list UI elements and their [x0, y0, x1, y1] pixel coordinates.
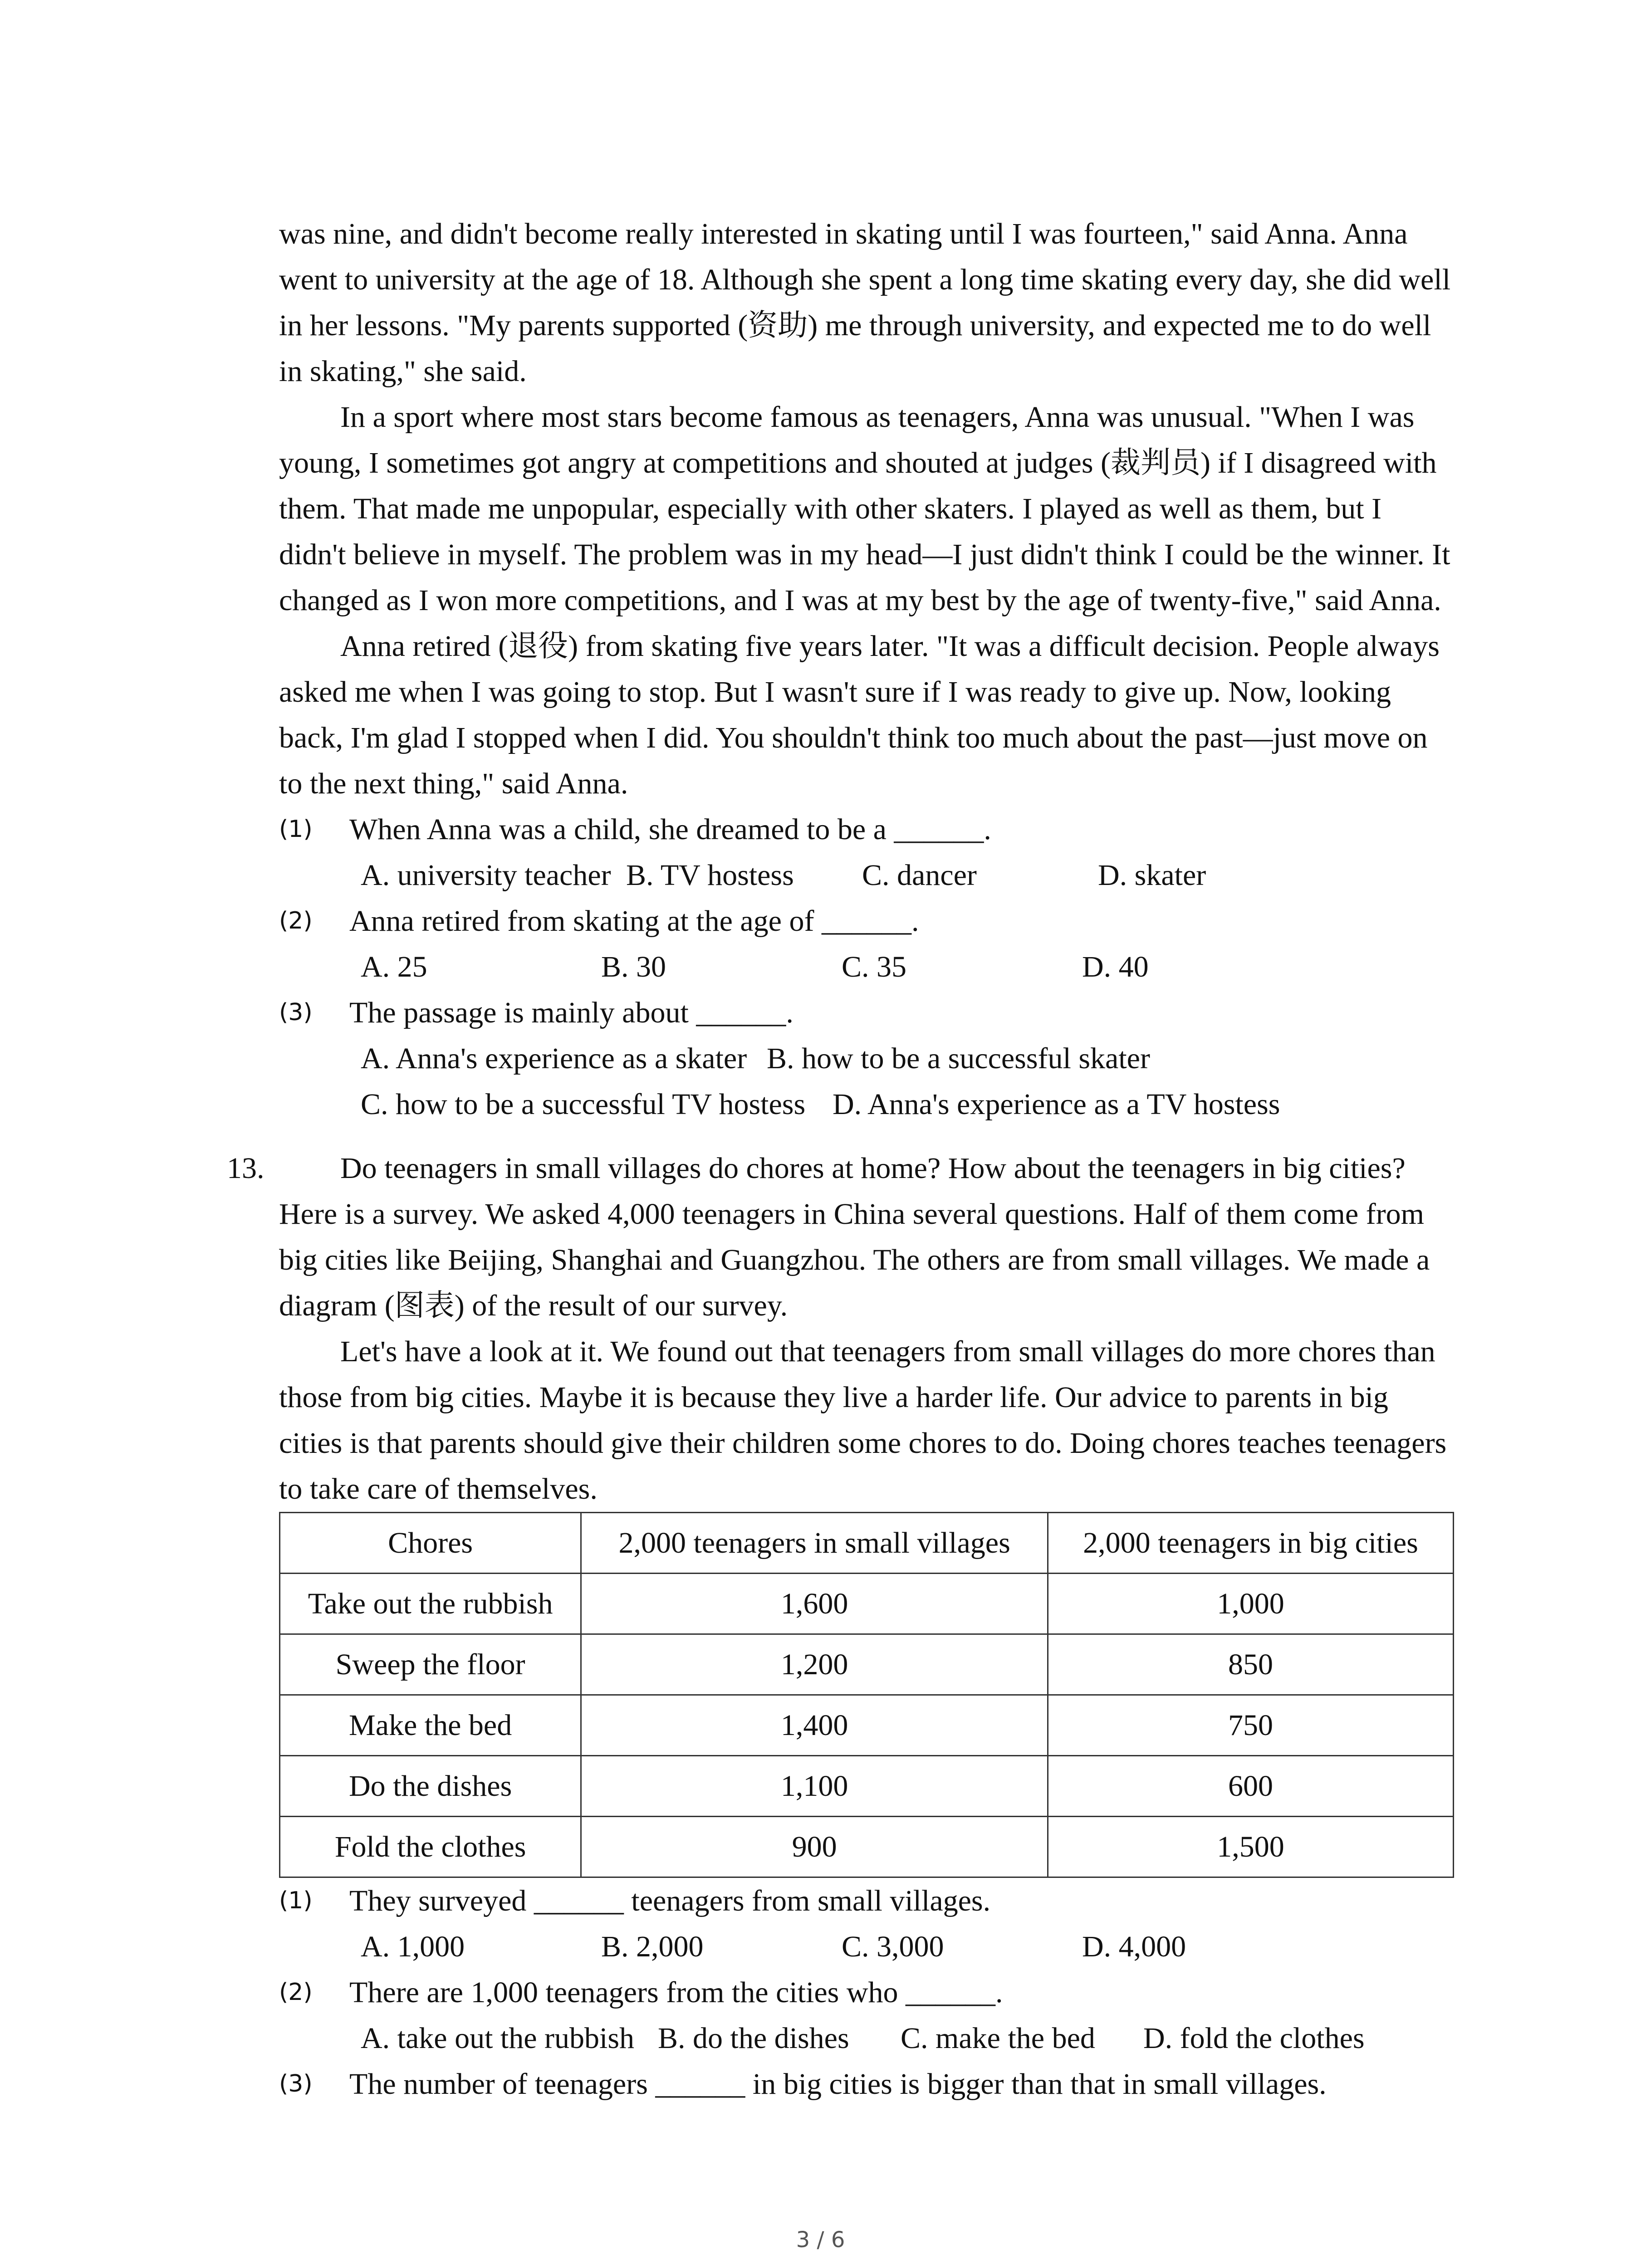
survey-table [279, 1512, 1454, 1878]
option-row [279, 2015, 1454, 2061]
option-c: C. how to be a successful TV hostess [361, 1088, 806, 1121]
question-text: Anna retired from skating at the age of ______. [349, 904, 919, 938]
table-cell: 1,200 [581, 1634, 1048, 1695]
table-cell: 1,000 [1048, 1574, 1454, 1634]
option-c: C. 35 [842, 950, 907, 983]
question-number: (3) [279, 999, 313, 1026]
option-d: D. 4,000 [1082, 1930, 1186, 1963]
question-number: (2) [279, 907, 313, 934]
table-cell: 1,600 [581, 1574, 1048, 1634]
table-cell: 900 [581, 1817, 1048, 1877]
option-row [279, 1036, 1454, 1081]
question-stem [279, 1970, 1454, 2015]
section-number: 13. [227, 1152, 265, 1185]
option-a: A. 25 [361, 950, 427, 983]
question-text: The number of teenagers ______ in big cities is bigger than that in small villages. [349, 2068, 1327, 2101]
table-cell: 850 [1048, 1634, 1454, 1695]
table-row [280, 1817, 1454, 1877]
question-text: There are 1,000 teenagers from the cities who ______. [349, 1976, 1003, 2009]
option-c: C. 3,000 [842, 1930, 944, 1963]
option-row [279, 944, 1454, 990]
question-number: (2) [279, 1979, 313, 2006]
table-cell: 600 [1048, 1756, 1454, 1817]
page-number: 3 / 6 [796, 2227, 845, 2253]
passage-paragraph: Do teenagers in small villages do chores at home? How about the teenagers in big cities? Here is a survey. We asked 4,000 teenagers in China several questions. Half of them come from big cities like Beijing, Shanghai and Guangzhou. The others are from small villages. We made a diagram (图表) of the result of our survey. [279, 1152, 1430, 1322]
question-number: (1) [279, 1887, 313, 1914]
table-cell: Take out the rubbish [280, 1574, 581, 1634]
question-stem [279, 807, 1454, 852]
option-a: A. university teacher [361, 859, 611, 892]
section-13 [227, 1145, 1454, 1512]
table-row [280, 1574, 1454, 1634]
question-text: The passage is mainly about ______. [349, 996, 794, 1029]
table-cell: Make the bed [280, 1695, 581, 1756]
option-b: B. TV hostess [626, 859, 794, 892]
option-a: A. take out the rubbish [361, 2022, 635, 2055]
table-cell: Do the dishes [280, 1756, 581, 1817]
question-stem [279, 2061, 1454, 2107]
table-header: Chores [280, 1513, 581, 1574]
option-c: C. make the bed [901, 2022, 1095, 2055]
table-row [280, 1634, 1454, 1695]
table-cell: 1,500 [1048, 1817, 1454, 1877]
passage-paragraph: was nine, and didn't become really interested in skating until I was fourteen," said Anna. Anna went to university at the age of 18. Although she spent a long time skating every day, she did well in her lessons. "My parents supported (资助) me through university, and expected me to do well in skating," she said. [279, 217, 1451, 388]
question-stem [279, 898, 1454, 944]
option-d: D. 40 [1082, 950, 1149, 983]
table-row [280, 1695, 1454, 1756]
option-row [279, 1081, 1454, 1127]
question-text: They surveyed ______ teenagers from small villages. [349, 1884, 991, 1917]
option-a: A. 1,000 [361, 1930, 465, 1963]
option-b: B. 30 [601, 950, 666, 983]
option-d: D. fold the clothes [1143, 2022, 1365, 2055]
table-cell: Fold the clothes [280, 1817, 581, 1877]
passage-paragraph: Let's have a look at it. We found out that teenagers from small villages do more chores than those from big cities. Maybe it is because they live a harder life. Our advice to parents in big cities is that parents should give their children some chores to do. Doing chores teaches teenagers to take care of themselves. [279, 1335, 1447, 1505]
table-cell: 1,100 [581, 1756, 1048, 1817]
question-number: (3) [279, 2070, 313, 2097]
option-b: B. 2,000 [601, 1930, 704, 1963]
option-d: D. Anna's experience as a TV hostess [833, 1088, 1280, 1121]
question-number: (1) [279, 816, 313, 843]
table-header: 2,000 teenagers in big cities [1048, 1513, 1454, 1574]
table-cell: Sweep the floor [280, 1634, 581, 1695]
table-cell: 750 [1048, 1695, 1454, 1756]
passage-paragraph: In a sport where most stars become famous as teenagers, Anna was unusual. "When I was young, I sometimes got angry at competitions and shouted at judges (裁判员) if I disagreed with them. That made me unpopular, especially with other skaters. I played as well as them, but I didn't believe in myself. The problem was in my head—I just didn't think I could be the winner. It changed as I won more competitions, and I was at my best by the age of twenty-five," said Anna. [279, 401, 1450, 617]
option-a: A. Anna's experience as a skater [361, 1042, 747, 1075]
table-header-row [280, 1513, 1454, 1574]
question-text: When Anna was a child, she dreamed to be a ______. [349, 813, 991, 846]
option-b: B. how to be a successful skater [767, 1042, 1150, 1075]
question-stem [279, 990, 1454, 1036]
option-row [279, 1924, 1454, 1970]
table-header: 2,000 teenagers in small villages [581, 1513, 1048, 1574]
option-d: D. skater [1098, 859, 1206, 892]
table-cell: 1,400 [581, 1695, 1048, 1756]
option-row [279, 852, 1454, 898]
table-row [280, 1756, 1454, 1817]
option-b: B. do the dishes [658, 2022, 849, 2055]
page-content [227, 211, 1454, 2107]
option-c: C. dancer [862, 859, 977, 892]
question-stem [279, 1878, 1454, 1924]
passage-paragraph: Anna retired (退役) from skating five years later. "It was a difficult decision. People always asked me when I was going to stop. But I wasn't sure if I was ready to give up. Now, looking back, I'm glad I stopped when I did. You shouldn't think too much about the past—just move on to the next thing," said Anna. [279, 630, 1440, 800]
